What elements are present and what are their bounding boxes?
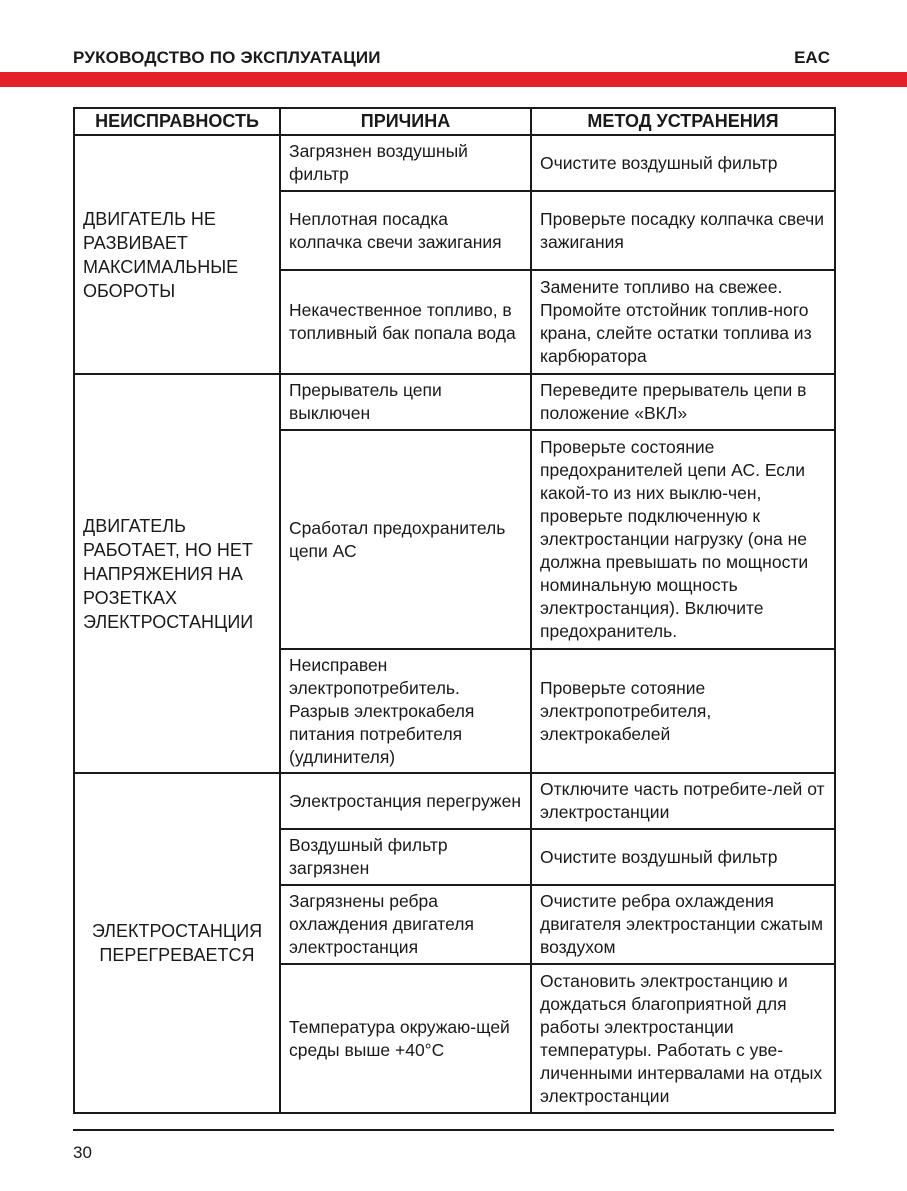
- cause-cell: Неплотная посадка колпачка свечи зажигания: [280, 191, 531, 270]
- fault-cell: ДВИГАТЕЛЬ РАБОТАЕТ, НО НЕТ НАПРЯЖЕНИЯ НА РОЗЕТКАХ ЭЛЕКТРОСТАНЦИИ: [74, 374, 280, 773]
- cause-cell: Воздушный фильтр загрязнен: [280, 829, 531, 885]
- column-header-remedy: МЕТОД УСТРАНЕНИЯ: [531, 108, 835, 135]
- remedy-cell: Проверьте сотояние электропотребителя, электрокабелей: [531, 649, 835, 773]
- cause-cell: Некачественное топливо, в топливный бак попала вода: [280, 270, 531, 374]
- remedy-cell: Переведите прерыватель цепи в положение «ВКЛ»: [531, 374, 835, 430]
- page-number: 30: [73, 1143, 92, 1162]
- cause-cell: Загрязнены ребра охлаждения двигателя электростанция: [280, 885, 531, 964]
- cause-cell: Температура окружаю-щей среды выше +40°С: [280, 964, 531, 1113]
- remedy-cell: Очистите воздушный фильтр: [531, 829, 835, 885]
- header-accent-band: [0, 72, 907, 87]
- table-header-row: [74, 108, 835, 135]
- footer-divider: [73, 1129, 834, 1131]
- remedy-cell: Отключите часть потребите-лей от электростанции: [531, 773, 835, 829]
- cause-cell: Сработал предохранитель цепи АС: [280, 430, 531, 649]
- column-header-cause: ПРИЧИНА: [280, 108, 531, 135]
- eac-mark: EAC: [794, 48, 830, 67]
- remedy-cell: Проверьте посадку колпачка свечи зажигания: [531, 191, 835, 270]
- cause-cell: Электростанция перегружен: [280, 773, 531, 829]
- remedy-cell: Остановить электростанцию и дождаться благоприятной для работы электростанции температуры. Работать с уве-личенными интервалами на отдых электростанции: [531, 964, 835, 1113]
- cause-cell: Прерыватель цепи выключен: [280, 374, 531, 430]
- remedy-cell: Очистите ребра охлаждения двигателя электростанции сжатым воздухом: [531, 885, 835, 964]
- remedy-cell: Проверьте состояние предохранителей цепи АС. Если какой-то из них выклю-чен, проверьте подключенную к электростанции нагрузку (она не должна превышать по мощности номинальную мощность электростанция). Включите предохранитель.: [531, 430, 835, 649]
- page-header-title: РУКОВОДСТВО ПО ЭКСПЛУАТАЦИИ: [73, 48, 381, 67]
- remedy-cell: Очистите воздушный фильтр: [531, 135, 835, 191]
- remedy-cell: Замените топливо на свежее. Промойте отстойник топлив-ного крана, слейте остатки топлива из карбюратора: [531, 270, 835, 374]
- fault-cell: ЭЛЕКТРОСТАНЦИЯ ПЕРЕГРЕВАЕТСЯ: [74, 773, 280, 1113]
- column-header-fault: НЕИСПРАВНОСТЬ: [74, 108, 280, 135]
- table-row: [74, 135, 835, 191]
- cause-cell: Загрязнен воздушный фильтр: [280, 135, 531, 191]
- table-row: [74, 374, 835, 430]
- fault-cell: ДВИГАТЕЛЬ НЕ РАЗВИВАЕТ МАКСИМАЛЬНЫЕ ОБОРОТЫ: [74, 135, 280, 374]
- cause-cell: Неисправен электропотребитель. Разрыв электрокабеля питания потребителя (удлинителя): [280, 649, 531, 773]
- table-row: [74, 773, 835, 829]
- troubleshooting-table: [73, 107, 836, 1114]
